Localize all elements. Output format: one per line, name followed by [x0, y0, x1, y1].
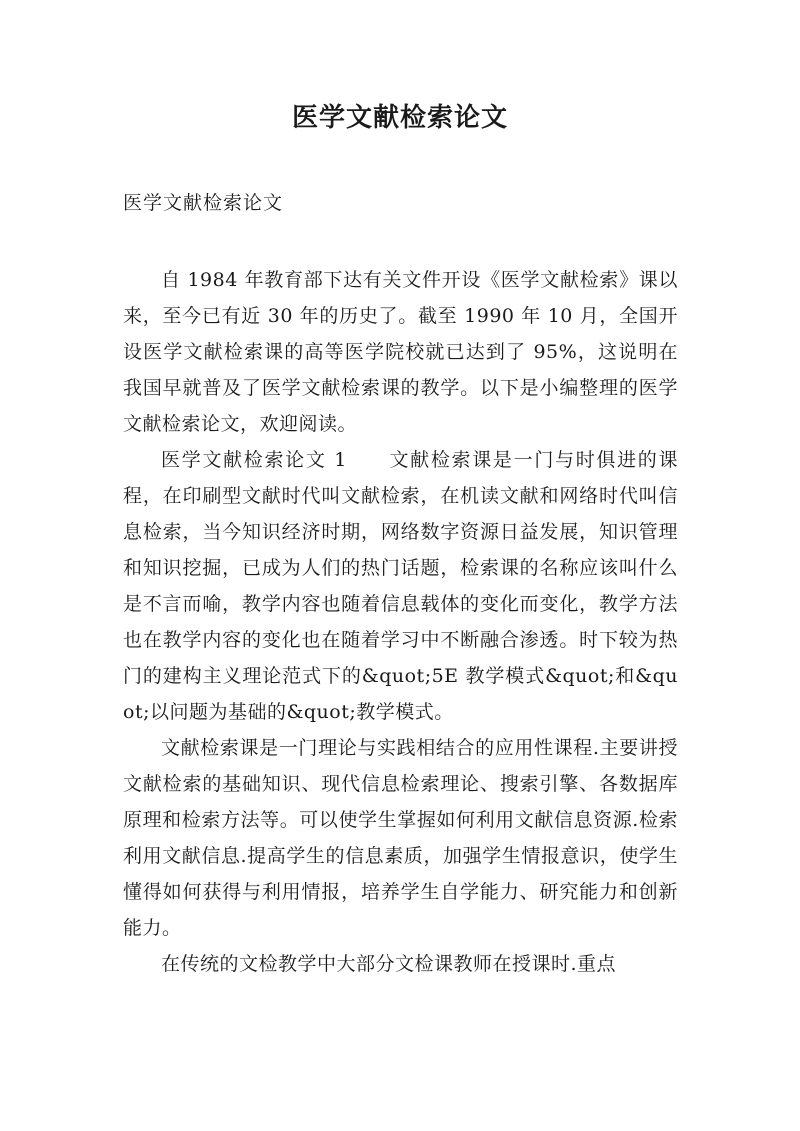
paragraph-intro: 自 1984 年教育部下达有关文件开设《医学文献检索》课以来，至今已有近 30 年的历史了。截至 1990 年 10 月，全国开设医学文献检索课的高等医学院校就已达到了 95%，这说明在我国早就普及了医学文献检索课的教学。以下是小编整理的医学文献检索论文，欢迎阅读。 — [123, 269, 678, 435]
paragraph-essay-1: 医学文献检索论文 1 文献检索课是一门与时俱进的课程，在印刷型文献时代叫文献检索，在机读文献和网络时代叫信息检索，当今知识经济时期，网络数字资源日益发展，知识管理和知识挖掘，已成为人们的热门话题，检索课的名称应该叫什么是不言而喻，教学内容也随着信息载体的变化而变化，教学方法也在教学内容的变化也在随着学习中不断融合渗透。时下较为热门的建构主义理论范式下的&quot;5E 教学模式&quot;和&quot;以问题为基础的&quot;教学模式。 — [123, 449, 678, 723]
document-title: 医学文献检索论文 — [291, 103, 508, 133]
document-subtitle: 医学文献检索论文 — [123, 192, 284, 214]
document-body — [123, 262, 678, 982]
paragraph-course-description: 文献检索课是一门理论与实践相结合的应用性课程.主要讲授文献检索的基础知识、现代信息检索理论、搜索引擎、各数据库原理和检索方法等。可以使学生掌握如何利用文献信息资源.检索利用文献信息.提高学生的信息素质，加强学生情报意识，使学生懂得如何获得与利用情报，培养学生自学能力、研究能力和创新能力。 — [123, 737, 678, 939]
paragraph-traditional-teaching: 在传统的文检教学中大部分文检课教师在授课时.重点 — [161, 953, 617, 975]
